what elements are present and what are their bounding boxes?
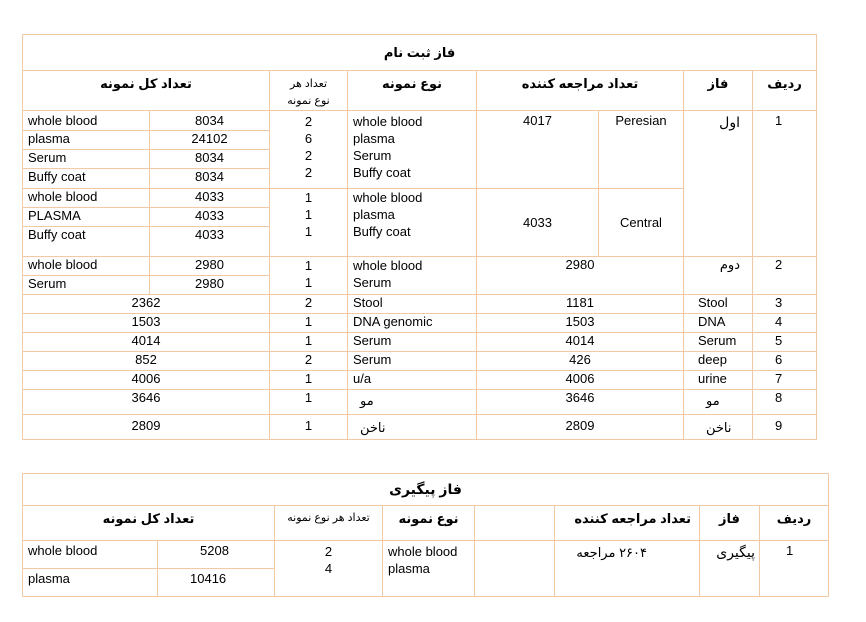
referral-count: 1181 [477, 295, 684, 314]
total-value: 4033 [150, 227, 270, 257]
header-sample-type: نوع نمونه [383, 506, 475, 541]
total-type: plasma [23, 131, 150, 150]
sample-type-cell: whole blood plasma Serum Buffy coat [348, 111, 477, 189]
sample-type: Serum [348, 333, 477, 352]
header-total: تعداد کل نمونه [23, 71, 270, 111]
header-per-type: تعداد هر نوع نمونه [275, 506, 383, 541]
row-number: 7 [753, 371, 817, 390]
phase-name: urine [684, 371, 753, 390]
per-type-cell: 2 6 2 2 [270, 111, 348, 189]
per-type-cell: 2 4 [275, 541, 383, 597]
per-type-value: 2 [270, 352, 348, 371]
referral-count: 4033 [477, 189, 599, 257]
per-type-value: 2 [270, 295, 348, 314]
sample-type-cell: whole blood plasma [383, 541, 475, 597]
row-number: 6 [753, 352, 817, 371]
total-type: PLASMA [23, 208, 150, 227]
total-value: 2809 [23, 415, 270, 440]
sample-type: u/a [348, 371, 477, 390]
cohort-label: Central [599, 189, 684, 257]
total-type: Buffy coat [23, 227, 150, 257]
total-type: whole blood [23, 257, 150, 276]
header-phase: فاز [684, 71, 753, 111]
sample-type: ناخن [348, 415, 477, 440]
total-type: Serum [23, 150, 150, 169]
total-value: 5208 [158, 541, 275, 569]
row-number: 1 [760, 541, 829, 597]
phase-name: مو [684, 390, 753, 415]
per-type-value: 1 [270, 415, 348, 440]
cohort-label: Peresian [599, 111, 684, 189]
referral-count: 2980 [477, 257, 684, 295]
per-type-value: 1 [270, 333, 348, 352]
per-type-cell: 1 1 1 [270, 189, 348, 257]
sample-type: DNA genomic [348, 314, 477, 333]
phase-name: دوم [684, 257, 753, 295]
registration-table [22, 34, 817, 440]
total-value: 24102 [150, 131, 270, 150]
referral-count: ۲۶۰۴ مراجعه [555, 541, 700, 597]
phase-name: deep [684, 352, 753, 371]
registration-title: فاز ثبت نام [23, 35, 817, 71]
total-value: 4014 [23, 333, 270, 352]
per-type-value: 1 [270, 314, 348, 333]
total-value: 4033 [150, 189, 270, 208]
referral-count: 1503 [477, 314, 684, 333]
phase-name: Serum [684, 333, 753, 352]
total-type: whole blood [23, 111, 150, 131]
row-number: 2 [753, 257, 817, 295]
total-value: 4033 [150, 208, 270, 227]
phase-name: پیگیری [700, 541, 760, 597]
header-per-type: تعداد هر نوع نمونه [270, 71, 348, 111]
header-referrals: تعداد مراجعه کننده [555, 506, 700, 541]
phase-name: DNA [684, 314, 753, 333]
referral-count: 2809 [477, 415, 684, 440]
per-type-value: 1 [270, 390, 348, 415]
total-type: Buffy coat [23, 169, 150, 189]
referral-count: 4017 [477, 111, 599, 189]
empty-header-cell [475, 506, 555, 541]
header-sample-type: نوع نمونه [348, 71, 477, 111]
referral-count: 426 [477, 352, 684, 371]
total-value: 2362 [23, 295, 270, 314]
row-number: 3 [753, 295, 817, 314]
total-value: 852 [23, 352, 270, 371]
row-number: 1 [753, 111, 817, 257]
referral-count: 4014 [477, 333, 684, 352]
sample-type: Serum [348, 352, 477, 371]
per-type-value: 1 [270, 371, 348, 390]
total-value: 2980 [150, 257, 270, 276]
sample-type-cell: whole blood Serum [348, 257, 477, 295]
header-row-number: ردیف [760, 506, 829, 541]
total-value: 8034 [150, 150, 270, 169]
total-type: whole blood [23, 189, 150, 208]
followup-table [22, 473, 829, 597]
total-type: plasma [23, 569, 158, 597]
row-number: 4 [753, 314, 817, 333]
header-phase: فاز [700, 506, 760, 541]
total-type: whole blood [23, 541, 158, 569]
followup-title: فاز پیگیری [23, 474, 829, 506]
referral-count: 4006 [477, 371, 684, 390]
row-number: 8 [753, 390, 817, 415]
per-type-cell: 1 1 [270, 257, 348, 295]
total-value: 8034 [150, 169, 270, 189]
row-number: 9 [753, 415, 817, 440]
header-row-number: ردیف [753, 71, 817, 111]
sample-type-cell: whole blood plasma Buffy coat [348, 189, 477, 257]
header-total: تعداد کل نمونه [23, 506, 275, 541]
row-number: 5 [753, 333, 817, 352]
total-value: 8034 [150, 111, 270, 131]
total-value: 3646 [23, 390, 270, 415]
total-type: Serum [23, 276, 150, 295]
header-referrals: تعداد مراجعه کننده [477, 71, 684, 111]
total-value: 4006 [23, 371, 270, 390]
referral-count: 3646 [477, 390, 684, 415]
sample-type: مو [348, 390, 477, 415]
total-value: 2980 [150, 276, 270, 295]
sample-type: Stool [348, 295, 477, 314]
total-value: 10416 [158, 569, 275, 597]
empty-cell [475, 541, 555, 597]
phase-name: ناخن [684, 415, 753, 440]
phase-name: اول [684, 111, 753, 257]
phase-name: Stool [684, 295, 753, 314]
total-value: 1503 [23, 314, 270, 333]
